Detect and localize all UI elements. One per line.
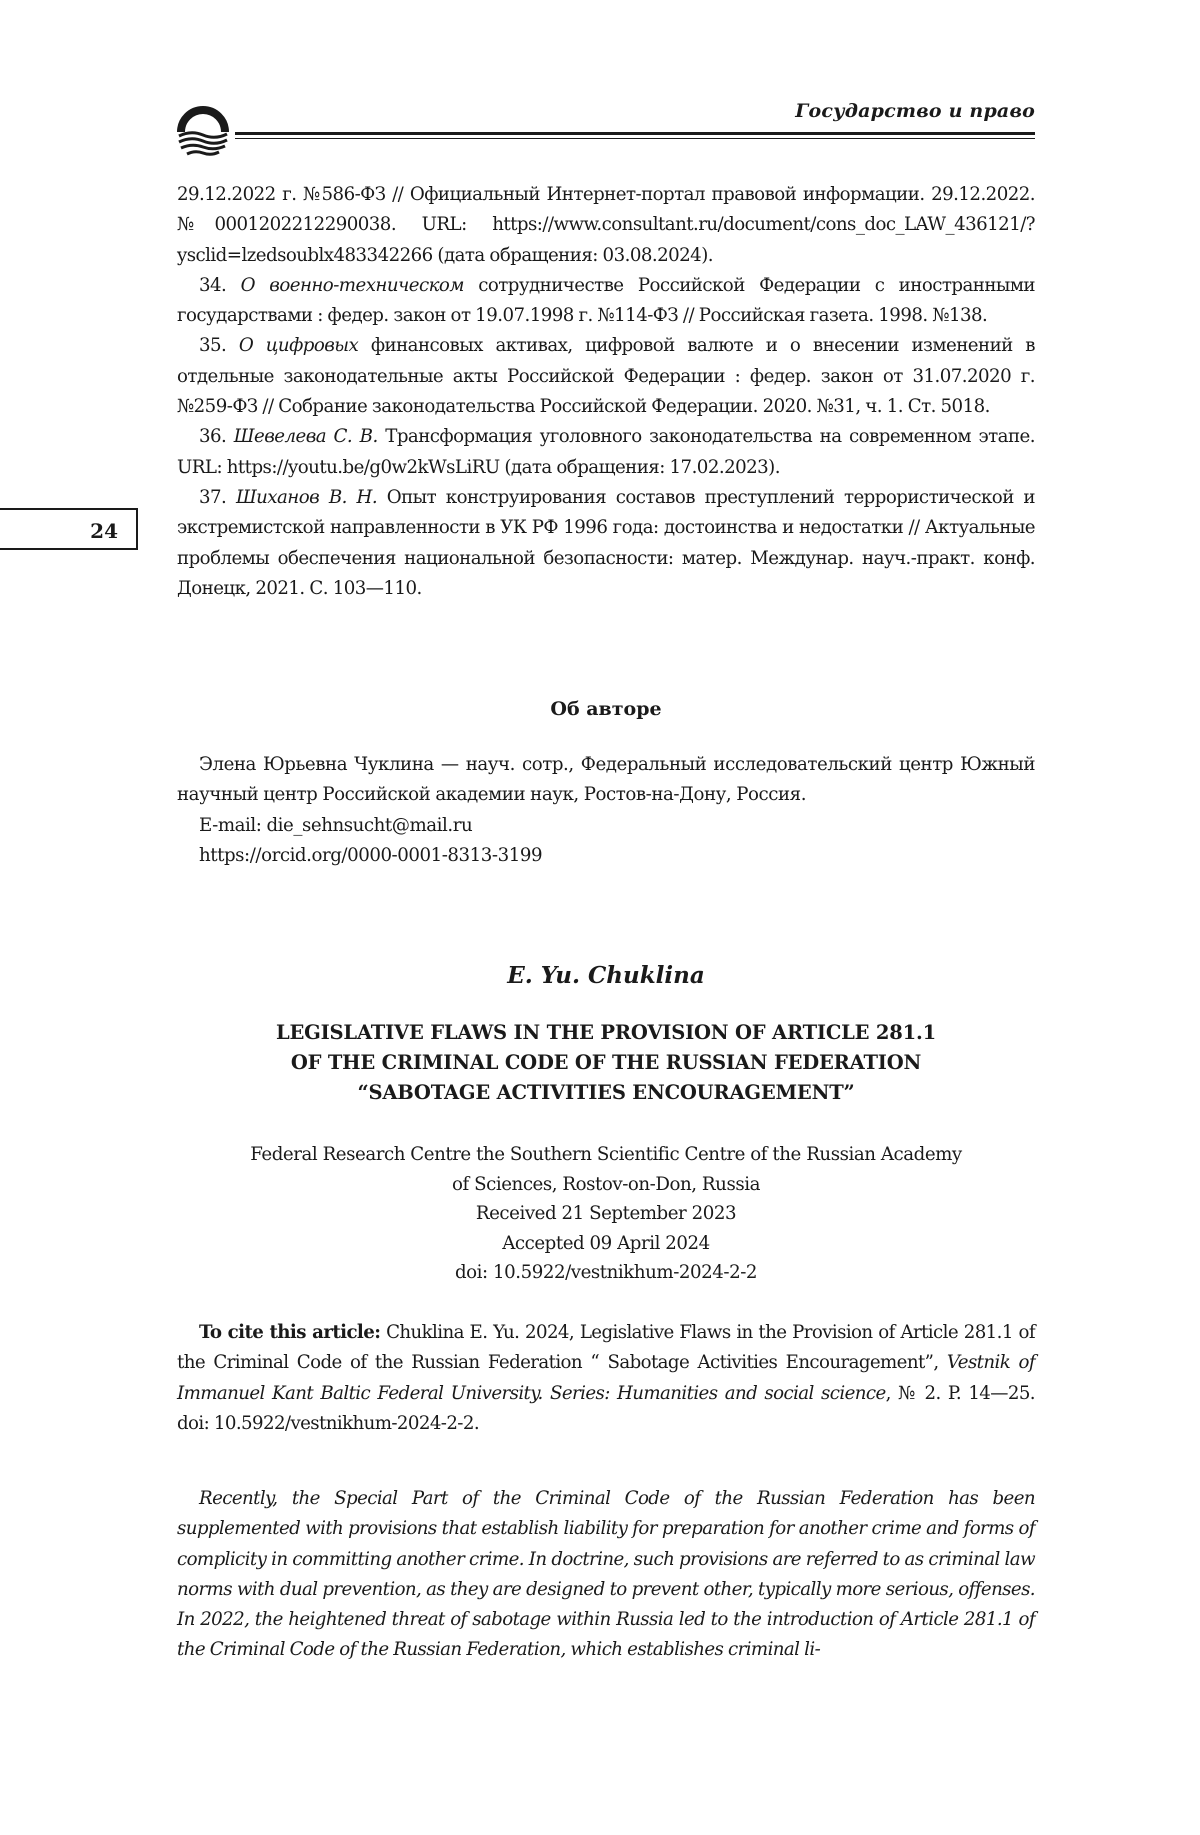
reference-33-continuation: 29.12.2022 г. №586-ФЗ // Официальный Интернет-портал правовой информации. 29.12.2022. №0001202212290038. URL: https://www.consultant.ru/document/cons_doc_LAW_436121/?ysclid=lzedsoublx483342266 (дата обращения: 03.08.2024). [177, 184, 1035, 266]
reference-number: 34. [199, 274, 241, 296]
citation-label: To cite this article: [199, 1322, 381, 1343]
affiliation-block [177, 1140, 1035, 1288]
abstract-paragraph: Recently, the Special Part of the Criminal Code of the Russian Federation has been supplemented with provisions that establish liability for preparation for another crime and forms of complicity in committing another crime. In doctrine, such provisions are referred to as criminal law norms with dual prevention, as they are designed to prevent other, typically more serious, offenses. In 2022, the heightened threat of sabotage within Russia led to the introduction of Article 281.1 of the Criminal Code of the Russian Federation, which establishes criminal li- [177, 1488, 1035, 1661]
accepted-date: Accepted 09 April 2024 [502, 1232, 710, 1254]
reference-number: 37. [199, 486, 236, 508]
reference-italic-title: О цифровых [238, 335, 359, 357]
title-line: OF THE CRIMINAL CODE OF THE RUSSIAN FEDERATION [290, 1051, 922, 1074]
header-rule-thick [235, 132, 1035, 135]
journal-logo-icon [173, 102, 233, 162]
citation-text-end: , № 2. P. 14—25. doi: 10.5922/vestnikhum-2024-2-2. [177, 1382, 1035, 1434]
title-line: “SABOTAGE ACTIVITIES ENCOURAGEMENT” [357, 1081, 855, 1104]
author-email[interactable]: E-mail: die_sehnsucht@mail.ru [199, 814, 473, 836]
affiliation-line: Federal Research Centre the Southern Scientific Centre of the Russian Academy [250, 1144, 962, 1165]
author-bio: Элена Юрьевна Чуклина — науч. сотр., Федеральный исследовательский центр Южный научный центр Российской академии наук, Ростов-на-Дону, Россия. [177, 754, 1035, 806]
reference-author: Шиханов В. Н. [235, 486, 378, 508]
reference-35 [177, 331, 1035, 422]
reference-author: Шевелева С. В. [233, 426, 378, 448]
about-author-heading: Об авторе [550, 698, 662, 720]
running-header [173, 98, 1035, 160]
citation-paragraph [177, 1318, 1035, 1439]
reference-36 [177, 422, 1035, 483]
article-title-english [177, 1018, 1035, 1108]
author-name-english: E. Yu. Chuklina [507, 962, 705, 989]
reference-number: 36. [199, 426, 234, 448]
received-date: Received 21 September 2023 [475, 1203, 737, 1224]
journal-section-title: Государство и право [795, 100, 1035, 122]
affiliation-line: of Sciences, Rostov-on-Don, Russia [452, 1173, 760, 1195]
reference-37 [177, 483, 1035, 604]
header-rule-thin [235, 138, 1035, 139]
reference-text: финансовых активах, цифровой валюте и о внесении изменений в отдельные законодательные акты Российской Федерации : федер. закон от 31.07.2020 г. №259-ФЗ // Собрание законодательства Российской Федерации. 2020. №31, ч. 1. Ст. 5018. [177, 335, 1035, 418]
citation-journal: Vestnik of Immanuel Kant Baltic Federal University. Series: Humanities and social science [177, 1352, 1036, 1404]
doi: doi: 10.5922/vestnikhum-2024-2-2 [454, 1262, 758, 1283]
page-number-box [0, 508, 138, 550]
reference-italic-title: О военно-техническом [240, 274, 464, 296]
page-content [177, 180, 1036, 1661]
reference-list [177, 180, 1035, 604]
about-author-section [177, 750, 1035, 871]
author-orcid-link[interactable]: https://orcid.org/0000-0001-8313-3199 [199, 844, 543, 866]
page-number: 24 [90, 519, 118, 543]
reference-number: 35. [199, 335, 239, 357]
citation-text: Chuklina E. Yu. 2024, Legislative Flaws in the Provision of Article 281.1 of the Criminal Code of the Russian Federation “ Sabotage Activities Encouragement”, [177, 1322, 1036, 1374]
reference-text: Трансформация уголовного законодательства на современном этапе. URL: https://youtu.be/g0w2kWsLiRU (дата обращения: 17.02.2023). [177, 426, 1035, 478]
title-line: LEGISLATIVE FLAWS IN THE PROVISION OF ARTICLE 281.1 [276, 1021, 936, 1044]
reference-text: Опыт конструирования составов преступлений террористической и экстремистской направленности в УК РФ 1996 года: достоинства и недостатки // Актуальные проблемы обеспечения национальной безопасности: матер. Междунар. науч.-практ. конф. Донецк, 2021. С. 103—110. [177, 486, 1035, 599]
reference-34 [177, 271, 1035, 332]
reference-text: сотрудничестве Российской Федерации с иностранными государствами : федер. закон от 19.07.1998 г. №114-ФЗ // Российская газета. 1998. №138. [177, 274, 1035, 327]
